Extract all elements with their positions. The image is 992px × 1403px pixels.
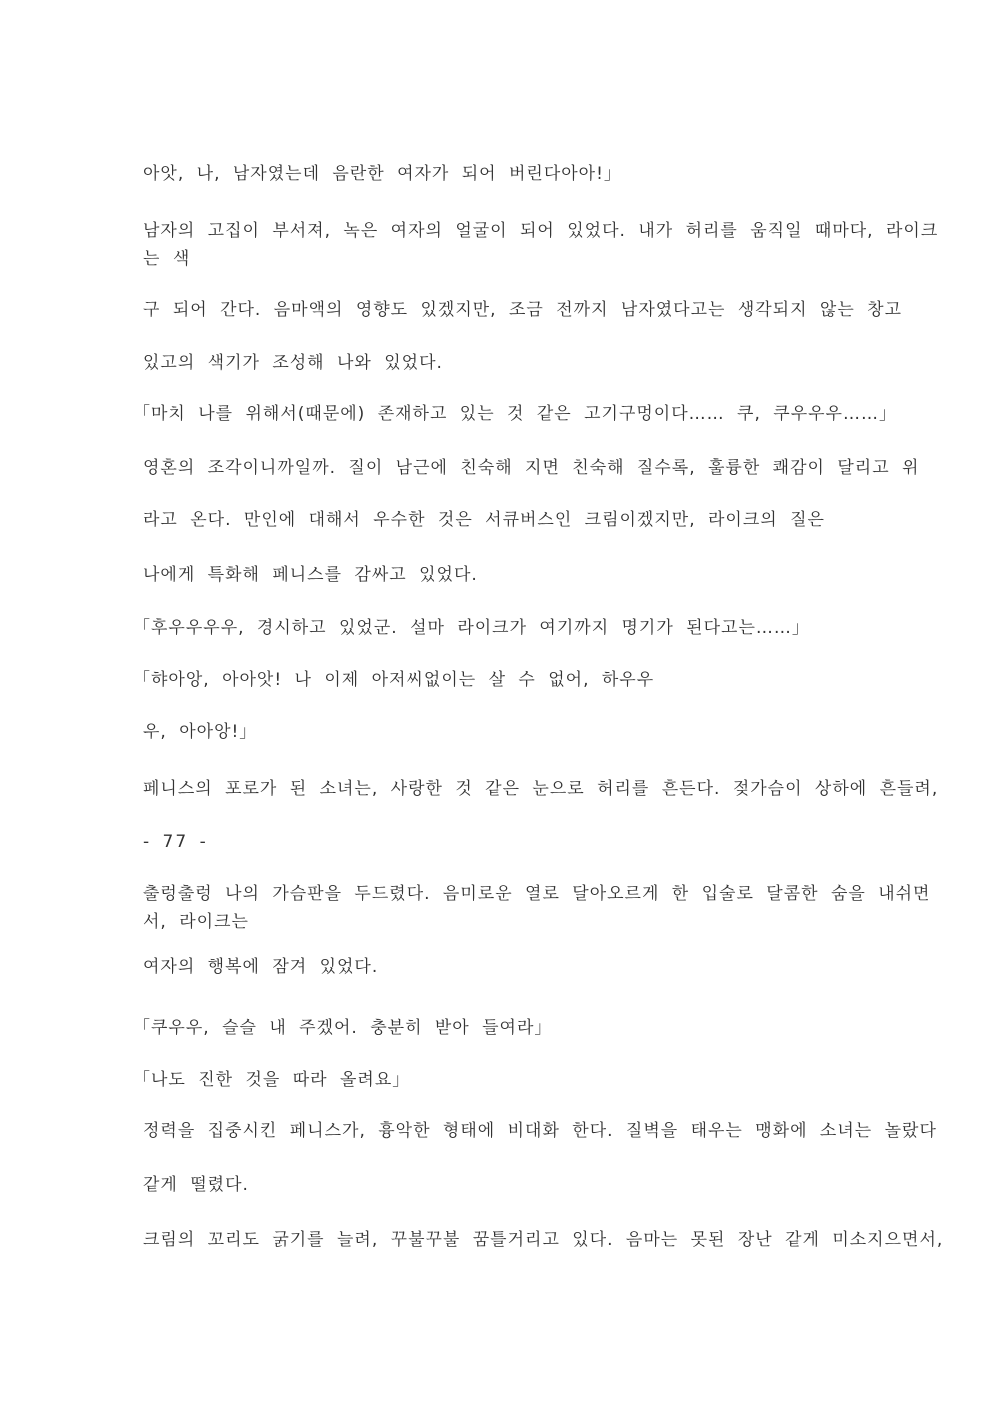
text-line: 는 색 [143, 249, 191, 269]
text-line: 정력을 집중시킨 페니스가, 흉악한 형태에 비대화 한다. 질벽을 태우는 맹화에 소녀는 놀랐다 [143, 1121, 937, 1141]
text-line-quote: 「나도 진한 것을 따라 올려요」 [133, 1070, 411, 1090]
text-line-quote: 「햐아앙, 아아앗! 나 이제 아저씨없이는 살 수 없어, 하우우 [133, 670, 655, 690]
text-line: 크림의 꼬리도 굵기를 늘려, 꾸불꾸불 꿈틀거리고 있다. 음마는 못된 장난 같게 미소지으면서, [143, 1230, 944, 1250]
text-line: 있고의 색기가 조성해 나와 있었다. [143, 353, 443, 373]
text-line: 페니스의 포로가 된 소녀는, 사랑한 것 같은 눈으로 허리를 흔든다. 젖가슴이 상하에 흔들려, [143, 779, 939, 799]
text-line: 남자의 고집이 부서져, 녹은 여자의 얼굴이 되어 있었다. 내가 허리를 움직일 때마다, 라이크 [143, 221, 939, 241]
text-line: 라고 온다. 만인에 대해서 우수한 것은 서큐버스인 크림이겠지만, 라이크의 질은 [143, 510, 825, 530]
text-line-quote: 「쿠우우, 슬슬 내 주겠어. 충분히 받아 들여라」 [133, 1018, 553, 1038]
text-line: 영혼의 조각이니까일까. 질이 남근에 친숙해 지면 친숙해 질수록, 훌륭한 쾌감이 달리고 위 [143, 458, 920, 478]
text-line: 같게 떨렸다. [143, 1175, 249, 1195]
text-line: 아앗, 나, 남자였는데 음란한 여자가 되어 버린다아아!」 [143, 164, 622, 184]
text-line: 여자의 행복에 잠겨 있었다. [143, 957, 379, 977]
text-line-quote: 「후우우우우, 경시하고 있었군. 설마 라이크가 여기까지 명기가 된다고는……」 [133, 618, 810, 638]
page-number: - 77 - [143, 832, 208, 852]
text-line: 우, 아아앙!」 [143, 722, 258, 742]
text-line-quote: 「마치 나를 위해서(때문에) 존재하고 있는 것 같은 고기구멍이다…… 쿠, 쿠우우우……」 [133, 404, 897, 424]
text-line: 나에게 특화해 페니스를 감싸고 있었다. [143, 565, 478, 585]
text-line: 구 되어 간다. 음마액의 영향도 있겠지만, 조금 전까지 남자였다고는 생각되지 않는 창고 [143, 300, 903, 320]
text-line: 서, 라이크는 [143, 912, 249, 932]
text-line: 출렁출렁 나의 가슴판을 두드렸다. 음미로운 열로 달아오르게 한 입술로 달콤한 숨을 내쉬면 [143, 884, 931, 904]
